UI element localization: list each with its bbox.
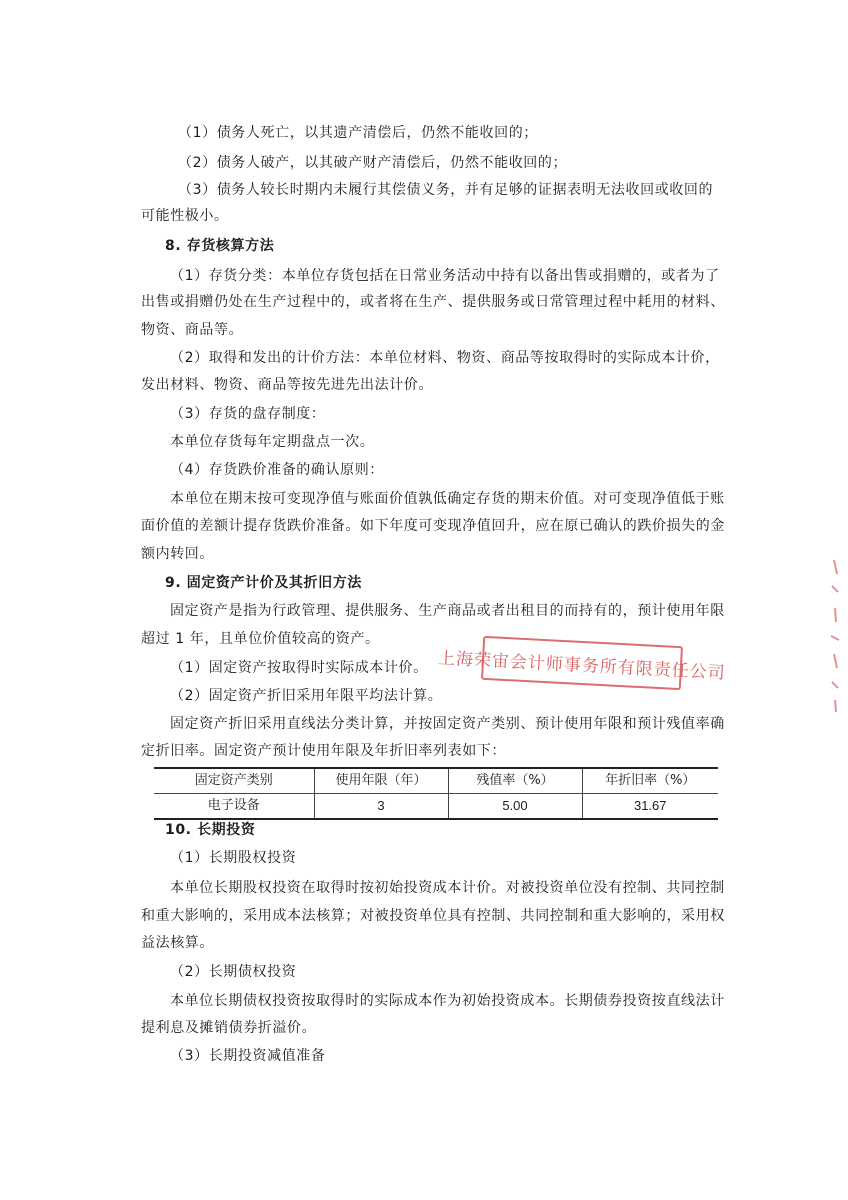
table-cell: 5.00 xyxy=(448,794,582,820)
paragraph-line: 额内转回。 xyxy=(141,546,214,562)
paragraph-line: 本单位存货每年定期盘点一次。 xyxy=(170,434,375,450)
section-heading: 10. 长期投资 xyxy=(165,822,256,838)
paragraph-line: （4）存货跌价准备的确认原则： xyxy=(170,462,384,478)
table-cell: 3 xyxy=(314,794,448,820)
table-header-cell: 使用年限（年） xyxy=(314,768,448,794)
paragraph-line: 出售或捐赠仍处在生产过程中的，或者将在生产、提供服务或日常管理过程中耗用的材料、 xyxy=(141,294,725,310)
paragraph-line: 可能性极小。 xyxy=(141,208,229,224)
table-header-row xyxy=(154,768,718,794)
paragraph-line: （3）长期投资减值准备 xyxy=(170,1048,326,1064)
section-heading: 8. 存货核算方法 xyxy=(165,238,275,254)
paragraph-line: （2）取得和发出的计价方法：本单位材料、物资、商品等按取得时的实际成本计价， xyxy=(170,350,720,366)
paragraph-line: （1）固定资产按取得时实际成本计价。 xyxy=(170,660,428,676)
table-header-cell: 固定资产类别 xyxy=(154,768,314,794)
paragraph-line: 发出材料、物资、商品等按先进先出法计价。 xyxy=(141,377,433,393)
paragraph-line: （1）债务人死亡，以其遗产清偿后，仍然不能收回的； xyxy=(178,125,538,141)
seam-stamp-fragment xyxy=(828,556,846,716)
section-heading: 9. 固定资产计价及其折旧方法 xyxy=(165,575,362,591)
paragraph-line: （2）债务人破产，以其破产财产清偿后，仍然不能收回的； xyxy=(178,155,568,171)
table-header-cell: 年折旧率（%） xyxy=(582,768,718,794)
paragraph-line: 固定资产是指为行政管理、提供服务、生产商品或者出租目的而持有的，预计使用年限 xyxy=(170,603,725,619)
paragraph-line: 本单位长期股权投资在取得时按初始投资成本计价。对被投资单位没有控制、共同控制 xyxy=(170,880,725,896)
paragraph-line: （1）存货分类：本单位存货包括在日常业务活动中持有以备出售或捐赠的，或者为了 xyxy=(170,268,720,284)
paragraph-line: （2）固定资产折旧采用年限平均法计算。 xyxy=(170,688,443,704)
paragraph-line: 益法核算。 xyxy=(141,935,214,951)
paragraph-line: （3）存货的盘存制度： xyxy=(170,406,326,422)
paragraph-line: （1）长期股权投资 xyxy=(170,850,297,866)
paragraph-line: （2）长期债权投资 xyxy=(170,964,297,980)
paragraph-line: 定折旧率。固定资产预计使用年限及年折旧率列表如下： xyxy=(141,743,506,759)
depreciation-table xyxy=(154,767,718,820)
table-cell: 31.67 xyxy=(582,794,718,820)
paragraph-line: 固定资产折旧采用直线法分类计算，并按固定资产类别、预计使用年限和预计残值率确 xyxy=(170,716,725,732)
paragraph-line: 提利息及摊销债券折溢价。 xyxy=(141,1020,317,1036)
table-cell: 电子设备 xyxy=(154,794,314,820)
paragraph-line: 和重大影响的，采用成本法核算；对被投资单位具有控制、共同控制和重大影响的，采用权 xyxy=(141,908,725,924)
paragraph-line: 物资、商品等。 xyxy=(141,322,244,338)
paragraph-line: （3）债务人较长时期内未履行其偿债义务，并有足够的证据表明无法收回或收回的 xyxy=(178,182,714,198)
paragraph-line: 超过 1 年，且单位价值较高的资产。 xyxy=(141,631,380,647)
company-seal-stamp: 上海荣宙会计师事务所有限责任公司 xyxy=(481,636,683,690)
table-row xyxy=(154,794,718,820)
paragraph-line: 本单位长期债权投资按取得时的实际成本作为初始投资成本。长期债券投资按直线法计 xyxy=(170,993,725,1009)
paragraph-line: 面价值的差额计提存货跌价准备。如下年度可变现净值回升，应在原已确认的跌价损失的金 xyxy=(141,518,725,534)
paragraph-line: 本单位在期末按可变现净值与账面价值孰低确定存货的期末价值。对可变现净值低于账 xyxy=(170,491,725,507)
table-header-cell: 残值率（%） xyxy=(448,768,582,794)
